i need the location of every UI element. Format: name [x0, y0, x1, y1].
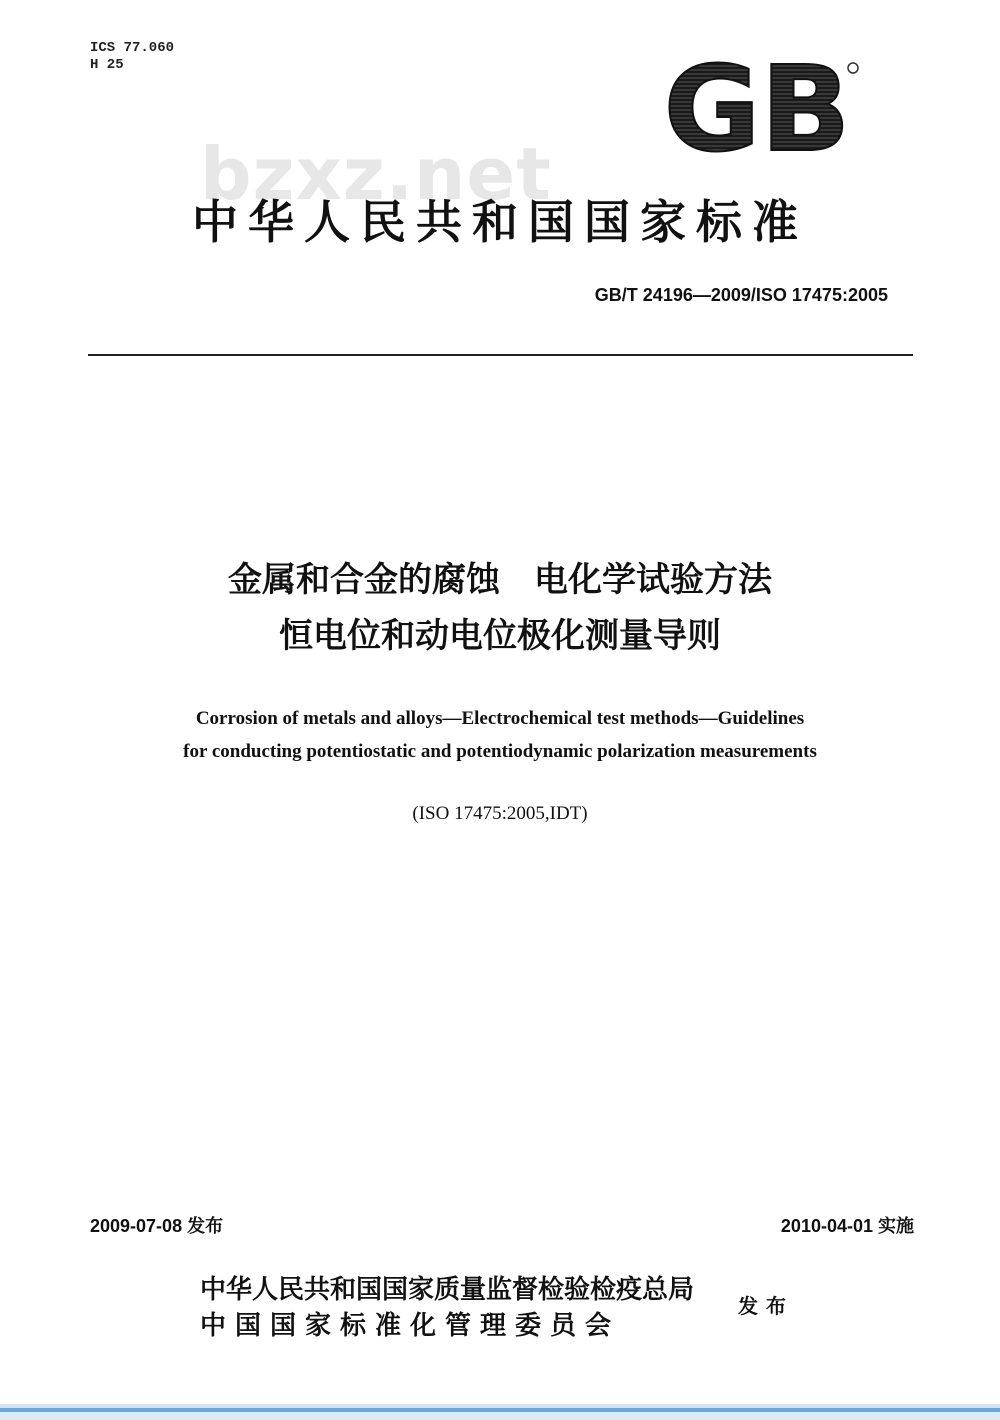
english-title	[60, 702, 940, 768]
english-title-line-2: for conducting potentiostatic and potentiodynamic polarization measurements	[183, 741, 817, 762]
watermark: bzxz.net	[200, 132, 552, 216]
issue-label: 发布	[738, 1294, 794, 1318]
iso-reference: (ISO 17475:2005,IDT)	[412, 803, 588, 824]
publication-date: 2009-07-08 发布	[90, 1216, 224, 1236]
viewer-bottom-bar	[0, 1404, 1000, 1420]
chinese-title	[60, 552, 940, 664]
implementation-date: 2010-04-01 实施	[780, 1216, 914, 1236]
gb-logo-text: GB	[663, 52, 851, 162]
chinese-title-line-1-part-1: 金属和合金的腐蚀	[228, 560, 500, 600]
header-divider	[88, 354, 913, 356]
national-standard-title: 中华人民共和国国家标准	[192, 195, 808, 249]
class-code: H 25	[90, 57, 124, 73]
issuer-1: 中华人民共和国国家质量监督检验检疫总局	[200, 1275, 695, 1305]
chinese-title-line-1-part-2: 电化学试验方法	[534, 560, 772, 600]
issuer-2: 中国国家标准化管理委员会	[200, 1311, 621, 1341]
gb-logo	[655, 52, 860, 162]
standard-code: GB/T 24196—2009/ISO 17475:2005	[594, 285, 888, 305]
english-title-line-1: Corrosion of metals and alloys—Electrochemical test methods—Guidelines	[195, 708, 805, 729]
classification-codes	[90, 40, 174, 74]
ics-code: ICS 77.060	[90, 40, 175, 56]
chinese-title-line-1	[60, 552, 940, 608]
chinese-title-line-2: 恒电位和动电位极化测量导则	[279, 616, 721, 656]
issuing-authorities	[200, 1272, 694, 1344]
